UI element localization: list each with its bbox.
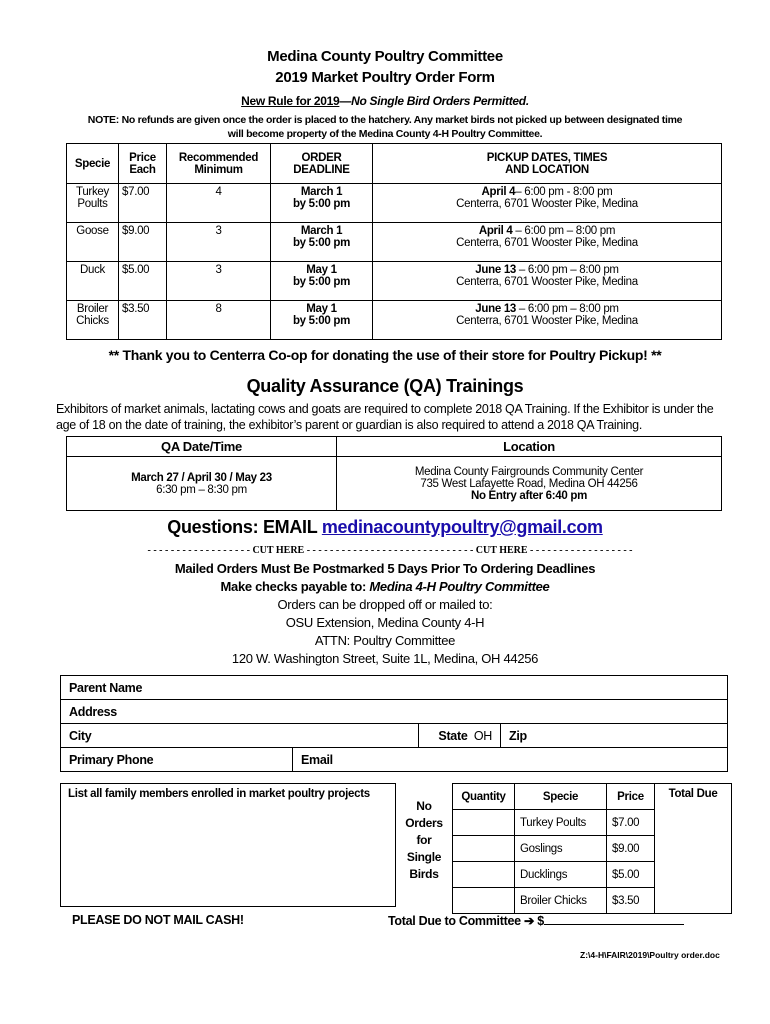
refund-note-line2: will become property of the Medina County 4-H Poultry Committee.: [227, 128, 543, 140]
qa-date-cell: March 27 / April 30 / May 23 6:30 pm – 8:30 pm: [67, 457, 337, 511]
new-rule-prefix: New Rule for 2019: [241, 94, 340, 108]
cell-minimum: 4: [167, 184, 271, 223]
new-rule-suffix: —No Single Bird Orders Permitted.: [339, 94, 529, 108]
cell-price: $7.00: [119, 184, 167, 223]
form-title: 2019 Market Poultry Order Form: [275, 69, 495, 86]
new-rule-line: [0, 94, 770, 108]
total-due-input[interactable]: [544, 913, 684, 925]
qa-location-cell: Medina County Fairgrounds Community Center 735 West Lafayette Road, Medina OH 44256 No Entry after 6:40 pm: [337, 457, 722, 511]
col-item-price: Price: [607, 784, 655, 810]
table-row: [67, 184, 722, 223]
item-specie: Ducklings: [515, 862, 607, 888]
total-due-line: Total Due to Committee ➔ $: [388, 913, 684, 928]
order-table: [66, 143, 722, 340]
cell-deadline: May 1 by 5:00 pm: [271, 301, 373, 340]
qa-description: Exhibitors of market animals, lactating cows and goats are required to complete 2018 QA Training. If the Exhibitor is under the age of 18 on the date of training, the exhibitor’s parent or guardian is also required to attend a 2018 QA Training.: [56, 402, 714, 432]
col-total-due: Total Due: [655, 784, 732, 914]
mail-address-line3: 120 W. Washington Street, Suite 1L, Medina, OH 44256: [231, 651, 539, 666]
arrow-right-icon: ➔: [523, 914, 535, 928]
questions-label: Questions: EMAIL: [167, 517, 322, 537]
payable-line: Make checks payable to: Medina 4-H Poultry Committee: [220, 579, 550, 594]
postmark-note: Mailed Orders Must Be Postmarked 5 Days Prior To Ordering Deadlines: [174, 561, 596, 576]
family-members-field[interactable]: List all family members enrolled in market poultry projects: [60, 783, 396, 907]
city-field[interactable]: City: [61, 724, 419, 748]
qa-table: [66, 436, 722, 511]
cut-here-line: - - - - - - - - - - - - - - - - - - CUT HERE - - - - - - - - - - - - - - - - - - - - - - - - - - - - - CUT HERE - - - - - - - - - - - - - - - - - -: [147, 545, 633, 556]
file-path: Z:\4-H\FAIR\2019\Poultry order.doc: [580, 950, 720, 960]
col-pickup: PICKUP DATES, TIMES AND LOCATION: [373, 144, 722, 184]
qa-table-header: [67, 437, 722, 457]
cell-deadline: March 1 by 5:00 pm: [271, 223, 373, 262]
cell-pickup: April 4 – 6:00 pm – 8:00 pm Centerra, 6701 Wooster Pike, Medina: [373, 223, 722, 262]
thanks-note: ** Thank you to Centerra Co-op for donating the use of their store for Poultry Pickup! **: [108, 347, 662, 363]
cell-specie: Duck: [67, 262, 119, 301]
col-deadline: ORDER DEADLINE: [271, 144, 373, 184]
col-quantity: Quantity: [453, 784, 515, 810]
cell-price: $9.00: [119, 223, 167, 262]
form-org-title: Medina County Poultry Committee: [267, 48, 503, 65]
cell-specie: Broiler Chicks: [67, 301, 119, 340]
quantity-input[interactable]: [453, 888, 515, 914]
item-price: $7.00: [607, 810, 655, 836]
contact-email-link[interactable]: medinacountypoultry@gmail.com: [321, 517, 603, 537]
cell-deadline: May 1 by 5:00 pm: [271, 262, 373, 301]
contact-table: [60, 675, 728, 772]
cell-minimum: 3: [167, 262, 271, 301]
cell-pickup: June 13 – 6:00 pm – 8:00 pm Centerra, 6701 Wooster Pike, Medina: [373, 301, 722, 340]
order-table-header: [67, 144, 722, 184]
state-field[interactable]: State OH: [419, 724, 501, 748]
order-items-table: [452, 783, 732, 914]
item-specie: Goslings: [515, 836, 607, 862]
cell-specie: Goose: [67, 223, 119, 262]
table-row: [67, 457, 722, 511]
qa-section-title: Quality Assurance (QA) Trainings: [246, 376, 524, 396]
item-specie: Broiler Chicks: [515, 888, 607, 914]
dropoff-note: Orders can be dropped off or mailed to:: [277, 597, 493, 612]
col-specie: Specie: [67, 144, 119, 184]
zip-field[interactable]: Zip: [501, 724, 728, 748]
questions-line: [0, 517, 770, 538]
cell-specie: Turkey Poults: [67, 184, 119, 223]
address-field[interactable]: Address: [61, 700, 728, 724]
table-row: [67, 262, 722, 301]
item-price: $9.00: [607, 836, 655, 862]
col-price: Price Each: [119, 144, 167, 184]
cell-minimum: 3: [167, 223, 271, 262]
cell-pickup: June 13 – 6:00 pm – 8:00 pm Centerra, 6701 Wooster Pike, Medina: [373, 262, 722, 301]
parent-name-field[interactable]: Parent Name: [61, 676, 728, 700]
cell-minimum: 8: [167, 301, 271, 340]
mail-address-line2: ATTN: Poultry Committee: [314, 633, 456, 648]
refund-note-line1: NOTE: No refunds are given once the order is placed to the hatchery. Any market birds not picked up between designated time: [87, 114, 683, 126]
quantity-input[interactable]: [453, 862, 515, 888]
table-row: [67, 223, 722, 262]
qa-col-location: Location: [337, 437, 722, 457]
col-item-specie: Specie: [515, 784, 607, 810]
item-price: $3.50: [607, 888, 655, 914]
cell-price: $3.50: [119, 301, 167, 340]
table-row: [67, 301, 722, 340]
phone-field[interactable]: Primary Phone: [61, 748, 293, 772]
cell-pickup: April 4– 6:00 pm - 8:00 pm Centerra, 6701 Wooster Pike, Medina: [373, 184, 722, 223]
item-specie: Turkey Poults: [515, 810, 607, 836]
item-price: $5.00: [607, 862, 655, 888]
qa-col-date: QA Date/Time: [67, 437, 337, 457]
email-field[interactable]: Email: [293, 748, 728, 772]
no-cash-warning: PLEASE DO NOT MAIL CASH!: [72, 913, 244, 927]
quantity-input[interactable]: [453, 810, 515, 836]
no-single-orders-note: No Orders for Single Birds: [405, 799, 443, 881]
col-minimum: Recommended Minimum: [167, 144, 271, 184]
cell-deadline: March 1 by 5:00 pm: [271, 184, 373, 223]
quantity-input[interactable]: [453, 836, 515, 862]
mail-address-line1: OSU Extension, Medina County 4-H: [285, 615, 485, 630]
cell-price: $5.00: [119, 262, 167, 301]
